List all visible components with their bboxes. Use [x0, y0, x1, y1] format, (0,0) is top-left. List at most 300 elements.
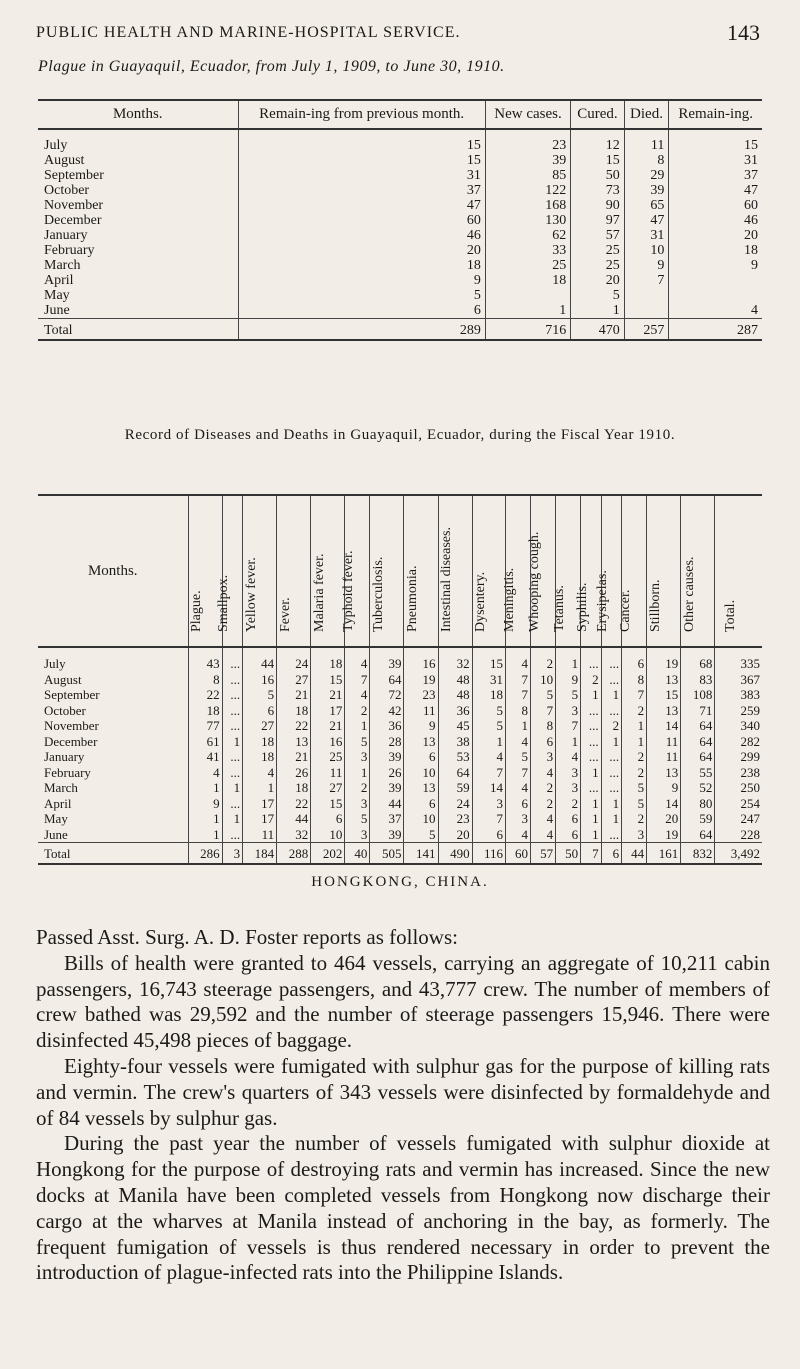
- value-cell: 73: [571, 183, 625, 198]
- value-cell: 8: [624, 153, 669, 168]
- value-cell: 38: [438, 734, 472, 750]
- month-cell: February: [44, 243, 95, 258]
- column-label: Intestinal diseases.: [439, 527, 455, 632]
- column-label: Stillborn.: [647, 579, 663, 632]
- value-cell: 11: [311, 765, 345, 781]
- month-cell: November: [44, 198, 104, 213]
- value-cell: [669, 288, 762, 303]
- value-cell: 23: [438, 811, 472, 827]
- value-cell: 3: [472, 796, 505, 812]
- value-cell: 3: [345, 827, 370, 843]
- total-cell: 3: [222, 843, 243, 865]
- value-cell: 31: [624, 228, 669, 243]
- value-cell: 48: [438, 672, 472, 688]
- value-cell: 335: [715, 647, 762, 672]
- value-cell: 17: [243, 811, 277, 827]
- total-label: Total: [38, 319, 238, 341]
- value-cell: 9: [404, 718, 438, 734]
- value-cell: 3: [531, 749, 556, 765]
- value-cell: 16: [311, 734, 345, 750]
- value-cell: 46: [238, 228, 485, 243]
- value-cell: 18: [669, 243, 762, 258]
- total-cell: 40: [345, 843, 370, 865]
- value-cell: 39: [370, 827, 404, 843]
- value-cell: 23: [485, 129, 570, 153]
- column-header: [618, 495, 647, 647]
- value-cell: 55: [681, 765, 715, 781]
- value-cell: 72: [370, 687, 404, 703]
- value-cell: 37: [370, 811, 404, 827]
- value-cell: 9: [647, 780, 681, 796]
- value-cell: 44: [370, 796, 404, 812]
- value-cell: 13: [647, 703, 681, 719]
- value-cell: 68: [681, 647, 715, 672]
- value-cell: 4: [531, 811, 556, 827]
- value-cell: 22: [277, 796, 311, 812]
- value-cell: 122: [485, 183, 570, 198]
- value-cell: 2: [345, 703, 370, 719]
- value-cell: 18: [188, 703, 222, 719]
- value-cell: 8: [622, 672, 647, 688]
- month-cell: November: [44, 718, 99, 733]
- column-label: Syphilis.: [574, 582, 590, 632]
- table-row: [38, 213, 762, 228]
- value-cell: 11: [624, 129, 669, 153]
- value-cell: 42: [370, 703, 404, 719]
- value-cell: 1: [622, 734, 647, 750]
- value-cell: 7: [624, 273, 669, 288]
- value-cell: 16: [243, 672, 277, 688]
- value-cell: 37: [669, 168, 762, 183]
- value-cell: 11: [647, 734, 681, 750]
- table-row: [38, 183, 762, 198]
- value-cell: 19: [404, 672, 438, 688]
- value-cell: 26: [277, 765, 311, 781]
- table-row: [38, 273, 762, 288]
- value-cell: 5: [622, 780, 647, 796]
- value-cell: 1: [485, 303, 570, 319]
- value-cell: 15: [669, 129, 762, 153]
- value-cell: ...: [601, 765, 622, 781]
- value-cell: 7: [531, 703, 556, 719]
- table-row: [38, 288, 762, 303]
- value-cell: 22: [277, 718, 311, 734]
- column-header: [341, 495, 370, 647]
- value-cell: 1: [188, 811, 222, 827]
- value-cell: 6: [506, 796, 531, 812]
- value-cell: 32: [438, 647, 472, 672]
- value-cell: 2: [601, 718, 622, 734]
- value-cell: 130: [485, 213, 570, 228]
- section-heading: HONGKONG, CHINA.: [311, 874, 489, 890]
- value-cell: 20: [238, 243, 485, 258]
- value-cell: 1: [222, 780, 243, 796]
- value-cell: 80: [681, 796, 715, 812]
- value-cell: 50: [571, 168, 625, 183]
- table-row: [38, 811, 762, 827]
- column-header: New cases.: [485, 100, 570, 129]
- value-cell: 97: [571, 213, 625, 228]
- value-cell: 20: [438, 827, 472, 843]
- column-label: Cancer.: [618, 589, 634, 632]
- value-cell: 39: [370, 780, 404, 796]
- total-label: Total: [38, 843, 188, 865]
- value-cell: 64: [681, 749, 715, 765]
- month-cell: March: [44, 780, 78, 795]
- table-row: [38, 129, 762, 153]
- value-cell: 299: [715, 749, 762, 765]
- value-cell: 4: [345, 647, 370, 672]
- value-cell: 18: [243, 749, 277, 765]
- total-cell: 716: [485, 319, 570, 341]
- value-cell: 59: [681, 811, 715, 827]
- table-row: [38, 647, 762, 672]
- column-label: Other causes.: [681, 556, 697, 632]
- value-cell: 5: [622, 796, 647, 812]
- value-cell: 4: [506, 780, 531, 796]
- running-title: PUBLIC HEALTH AND MARINE-HOSPITAL SERVICE.: [36, 24, 461, 41]
- table-row: [38, 734, 762, 750]
- months-header: Months.: [38, 495, 188, 647]
- column-label: Tetanus.: [552, 585, 568, 632]
- value-cell: 10: [404, 811, 438, 827]
- value-cell: 10: [311, 827, 345, 843]
- paragraph: Eighty-four vessels were fumigated with sulphur gas for the purpose of killing rats and vermin. The crew's quarters of 343 vessels were disinfected by formaldehyde and of 84 vessels by sulphur gas.: [36, 1053, 770, 1130]
- value-cell: 13: [647, 765, 681, 781]
- total-cell: 184: [243, 843, 277, 865]
- value-cell: 20: [647, 811, 681, 827]
- value-cell: 14: [647, 796, 681, 812]
- column-label: Plague.: [189, 590, 205, 632]
- plague-table: [38, 99, 762, 341]
- value-cell: 1: [601, 687, 622, 703]
- value-cell: 6: [243, 703, 277, 719]
- value-cell: 25: [485, 258, 570, 273]
- value-cell: 5: [531, 687, 556, 703]
- value-cell: 15: [311, 796, 345, 812]
- value-cell: 2: [622, 811, 647, 827]
- month-cell: July: [44, 656, 66, 671]
- value-cell: ...: [581, 780, 602, 796]
- value-cell: ...: [601, 749, 622, 765]
- value-cell: 37: [238, 183, 485, 198]
- value-cell: 18: [238, 258, 485, 273]
- column-label: Smallpox.: [216, 574, 232, 632]
- column-label: Yellow fever.: [243, 557, 259, 632]
- value-cell: 4: [506, 647, 531, 672]
- column-header: [311, 495, 345, 647]
- value-cell: 2: [581, 672, 602, 688]
- value-cell: [669, 273, 762, 288]
- total-cell: 202: [311, 843, 345, 865]
- value-cell: 15: [311, 672, 345, 688]
- value-cell: 4: [472, 749, 505, 765]
- value-cell: 18: [243, 734, 277, 750]
- month-cell: May: [44, 811, 68, 826]
- value-cell: 14: [472, 780, 505, 796]
- value-cell: 383: [715, 687, 762, 703]
- value-cell: 4: [188, 765, 222, 781]
- value-cell: 59: [438, 780, 472, 796]
- value-cell: 1: [345, 718, 370, 734]
- value-cell: 1: [601, 796, 622, 812]
- value-cell: 5: [345, 734, 370, 750]
- value-cell: 39: [370, 749, 404, 765]
- value-cell: 1: [345, 765, 370, 781]
- value-cell: 36: [370, 718, 404, 734]
- value-cell: 19: [647, 647, 681, 672]
- total-cell: 286: [188, 843, 222, 865]
- column-label: Tuberculosis.: [370, 556, 386, 632]
- month-cell: September: [44, 168, 104, 183]
- value-cell: [624, 303, 669, 319]
- value-cell: 90: [571, 198, 625, 213]
- value-cell: 1: [601, 734, 622, 750]
- value-cell: ...: [222, 687, 243, 703]
- column-header: [681, 495, 715, 647]
- value-cell: 47: [669, 183, 762, 198]
- value-cell: 9: [238, 273, 485, 288]
- value-cell: 31: [472, 672, 505, 688]
- value-cell: 2: [622, 703, 647, 719]
- month-cell: June: [44, 826, 68, 842]
- disease-table: [38, 494, 762, 865]
- value-cell: 6: [556, 811, 581, 827]
- table-row: [38, 687, 762, 703]
- value-cell: 8: [188, 672, 222, 688]
- value-cell: 2: [531, 780, 556, 796]
- value-cell: 46: [669, 213, 762, 228]
- value-cell: 6: [404, 749, 438, 765]
- value-cell: 13: [647, 672, 681, 688]
- value-cell: ...: [601, 703, 622, 719]
- table-row: [38, 672, 762, 688]
- value-cell: 27: [311, 780, 345, 796]
- value-cell: 21: [311, 687, 345, 703]
- month-cell: December: [44, 733, 98, 749]
- value-cell: ...: [222, 647, 243, 672]
- value-cell: 1: [188, 780, 222, 796]
- value-cell: 26: [370, 765, 404, 781]
- value-cell: 1: [506, 718, 531, 734]
- value-cell: 39: [370, 647, 404, 672]
- total-cell: 57: [531, 843, 556, 865]
- value-cell: 238: [715, 765, 762, 781]
- value-cell: 36: [438, 703, 472, 719]
- value-cell: 4: [506, 734, 531, 750]
- column-label: Total.: [722, 599, 738, 632]
- value-cell: 6: [404, 796, 438, 812]
- value-cell: ...: [581, 647, 602, 672]
- value-cell: 15: [571, 153, 625, 168]
- total-cell: 60: [506, 843, 531, 865]
- column-header: [243, 495, 277, 647]
- value-cell: 27: [243, 718, 277, 734]
- value-cell: ...: [222, 749, 243, 765]
- value-cell: 7: [506, 687, 531, 703]
- table-row: [38, 765, 762, 781]
- table-row: [38, 258, 762, 273]
- column-header: Remain-ing.: [669, 100, 762, 129]
- total-row: [38, 843, 762, 865]
- value-cell: [624, 288, 669, 303]
- value-cell: 282: [715, 734, 762, 750]
- value-cell: 6: [311, 811, 345, 827]
- page-number: 143: [727, 20, 760, 45]
- report-body: [36, 925, 770, 1286]
- total-cell: 288: [277, 843, 311, 865]
- month-cell: August: [44, 671, 82, 687]
- value-cell: 2: [622, 749, 647, 765]
- value-cell: 16: [404, 647, 438, 672]
- total-cell: 505: [370, 843, 404, 865]
- table-row: [38, 153, 762, 168]
- value-cell: 31: [669, 153, 762, 168]
- total-cell: 50: [556, 843, 581, 865]
- column-header: [438, 495, 472, 647]
- value-cell: 39: [485, 153, 570, 168]
- value-cell: 64: [370, 672, 404, 688]
- value-cell: 18: [277, 703, 311, 719]
- value-cell: ...: [581, 718, 602, 734]
- column-header: [216, 495, 243, 647]
- value-cell: 21: [277, 749, 311, 765]
- value-cell: 31: [238, 168, 485, 183]
- value-cell: 21: [277, 687, 311, 703]
- column-header: [472, 495, 505, 647]
- total-cell: 141: [404, 843, 438, 865]
- column-header: [404, 495, 438, 647]
- value-cell: ...: [222, 796, 243, 812]
- plague-table-title: Plague in Guayaquil, Ecuador, from July 1, 1909, to June 30, 1910.: [38, 58, 505, 75]
- total-cell: 7: [581, 843, 602, 865]
- value-cell: 5: [404, 827, 438, 843]
- value-cell: 5: [506, 749, 531, 765]
- table-row: [38, 198, 762, 213]
- table-row: [38, 796, 762, 812]
- value-cell: 60: [669, 198, 762, 213]
- value-cell: 53: [438, 749, 472, 765]
- total-cell: 832: [681, 843, 715, 865]
- value-cell: 62: [485, 228, 570, 243]
- column-header: Died.: [624, 100, 669, 129]
- page-header: [36, 20, 760, 44]
- value-cell: 5: [472, 718, 505, 734]
- value-cell: 47: [238, 198, 485, 213]
- table-row: [38, 243, 762, 258]
- value-cell: 1: [581, 796, 602, 812]
- value-cell: 3: [556, 765, 581, 781]
- value-cell: 27: [277, 672, 311, 688]
- value-cell: 25: [311, 749, 345, 765]
- paragraph: Passed Asst. Surg. A. D. Foster reports as follows:: [36, 925, 458, 949]
- value-cell: 1: [581, 827, 602, 843]
- table-row: [38, 749, 762, 765]
- value-cell: 3: [506, 811, 531, 827]
- value-cell: 25: [571, 243, 625, 258]
- value-cell: 11: [243, 827, 277, 843]
- value-cell: 6: [238, 303, 485, 319]
- value-cell: 10: [404, 765, 438, 781]
- value-cell: 15: [238, 129, 485, 153]
- month-cell: April: [44, 795, 72, 811]
- value-cell: 64: [438, 765, 472, 781]
- value-cell: 39: [624, 183, 669, 198]
- value-cell: ...: [601, 672, 622, 688]
- value-cell: 4: [243, 765, 277, 781]
- value-cell: 18: [485, 273, 570, 288]
- value-cell: 6: [531, 734, 556, 750]
- value-cell: 23: [404, 687, 438, 703]
- value-cell: 228: [715, 827, 762, 843]
- total-cell: 287: [669, 319, 762, 341]
- total-cell: 161: [647, 843, 681, 865]
- value-cell: 5: [472, 703, 505, 719]
- value-cell: 1: [571, 303, 625, 319]
- value-cell: 7: [622, 687, 647, 703]
- table-row: [38, 168, 762, 183]
- value-cell: 77: [188, 718, 222, 734]
- value-cell: 64: [681, 827, 715, 843]
- value-cell: 4: [506, 827, 531, 843]
- total-cell: 44: [622, 843, 647, 865]
- value-cell: 13: [404, 780, 438, 796]
- table-row: [38, 303, 762, 319]
- total-cell: 116: [472, 843, 505, 865]
- value-cell: 4: [531, 827, 556, 843]
- value-cell: 83: [681, 672, 715, 688]
- value-cell: 1: [222, 811, 243, 827]
- month-cell: June: [44, 303, 70, 318]
- total-cell: 289: [238, 319, 485, 341]
- value-cell: 7: [472, 811, 505, 827]
- value-cell: 3: [556, 780, 581, 796]
- value-cell: 15: [647, 687, 681, 703]
- value-cell: 5: [556, 687, 581, 703]
- value-cell: 17: [311, 703, 345, 719]
- value-cell: 9: [624, 258, 669, 273]
- value-cell: 28: [370, 734, 404, 750]
- month-cell: December: [44, 213, 102, 228]
- value-cell: 1: [243, 780, 277, 796]
- value-cell: 57: [571, 228, 625, 243]
- value-cell: 2: [345, 780, 370, 796]
- value-cell: 25: [571, 258, 625, 273]
- column-label: Dysentery.: [472, 571, 488, 632]
- month-cell: January: [44, 749, 85, 764]
- value-cell: ...: [601, 780, 622, 796]
- value-cell: 10: [531, 672, 556, 688]
- value-cell: 247: [715, 811, 762, 827]
- column-header: [277, 495, 311, 647]
- total-cell: 257: [624, 319, 669, 341]
- column-header: [715, 495, 762, 647]
- value-cell: 11: [647, 749, 681, 765]
- column-label: Pneumonia.: [404, 565, 420, 632]
- value-cell: 15: [238, 153, 485, 168]
- value-cell: 5: [571, 288, 625, 303]
- value-cell: 7: [345, 672, 370, 688]
- table-row: [38, 228, 762, 243]
- value-cell: 52: [681, 780, 715, 796]
- table-row: [38, 703, 762, 719]
- total-row: [38, 319, 762, 341]
- value-cell: 1: [472, 734, 505, 750]
- value-cell: 24: [277, 647, 311, 672]
- value-cell: 5: [243, 687, 277, 703]
- value-cell: 20: [669, 228, 762, 243]
- value-cell: ...: [222, 827, 243, 843]
